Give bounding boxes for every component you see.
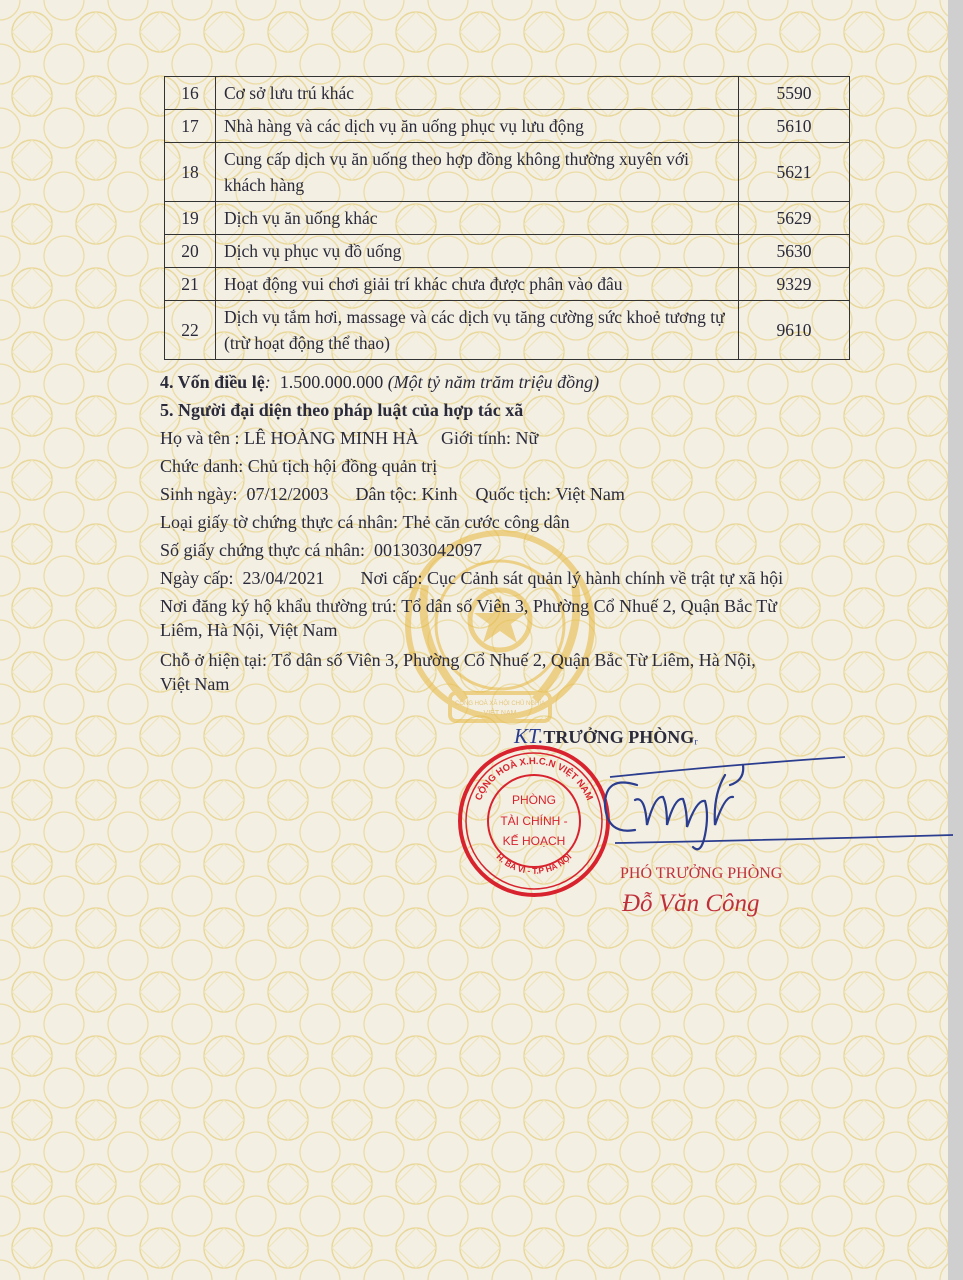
table-row [165, 301, 850, 360]
representative-heading: 5. Người đại diện theo pháp luật của hợp tác xã [160, 400, 524, 420]
position-label: Chức danh: [160, 456, 244, 476]
table-row [165, 110, 850, 143]
current-address-line-1 [160, 646, 756, 674]
issue-line [160, 564, 783, 592]
table-row [165, 77, 850, 110]
table-row [165, 235, 850, 268]
row-number: 20 [165, 235, 216, 268]
business-line-name: Cung cấp dịch vụ ăn uống theo hợp đồng không thường xuyên với khách hàng [216, 143, 739, 202]
row-number: 16 [165, 77, 216, 110]
row-number: 21 [165, 268, 216, 301]
business-line-name: Dịch vụ phục vụ đồ uống [216, 235, 739, 268]
signer-name: Đỗ Văn Công [622, 890, 760, 917]
seal-ring-text-bottom: H. BA VÌ - T.P HÀ NỘI [494, 851, 574, 876]
issue-date-value: 23/04/2021 [242, 568, 325, 588]
nationality-value: Việt Nam [555, 484, 625, 504]
business-line-name: Dịch vụ ăn uống khác [216, 202, 739, 235]
deputy-title: PHÓ TRƯỞNG PHÒNG [620, 865, 783, 882]
signature-title-text: TRƯỞNG PHÒNG [543, 727, 695, 747]
business-line-code: 5629 [739, 202, 850, 235]
id-type-label: Loại giấy tờ chứng thực cá nhân: [160, 512, 398, 532]
business-line-code: 9329 [739, 268, 850, 301]
issue-place-label: Nơi cấp: [360, 568, 423, 588]
dob-label: Sinh ngày: [160, 484, 238, 504]
charter-capital-in-words: (Một tỷ năm trăm triệu đồng) [387, 372, 600, 392]
row-number: 18 [165, 143, 216, 202]
residence-label: Nơi đăng ký hộ khẩu thường trú: [160, 596, 397, 616]
business-line-name: Hoạt động vui chơi giải trí khác chưa được phân vào đâu [216, 268, 739, 301]
charter-capital-amount: 1.500.000.000 [279, 372, 384, 392]
charter-capital-line [160, 368, 599, 396]
business-line-code: 9610 [739, 301, 850, 360]
row-number: 22 [165, 301, 216, 360]
current-address-value-2: Việt Nam [160, 674, 230, 694]
dob-value: 07/12/2003 [246, 484, 329, 504]
current-address-value-1: Tổ dân số Viên 3, Phường Cổ Nhuế 2, Quận Bắc Từ Liêm, Hà Nội, [271, 650, 756, 670]
emblem-ribbon-text-top: CỘNG HOÀ XÃ HỘI CHỦ NGHĨA [454, 701, 546, 707]
id-type-line [160, 508, 570, 536]
nationality-label: Quốc tịch: [475, 484, 551, 504]
handwritten-signature [575, 755, 955, 865]
row-number: 19 [165, 202, 216, 235]
business-line-code: 5590 [739, 77, 850, 110]
table-row [165, 202, 850, 235]
birth-line [160, 480, 625, 508]
business-line-name: Nhà hàng và các dịch vụ ăn uống phục vụ lưu động [216, 110, 739, 143]
id-type-value: Thẻ căn cước công dân [402, 512, 570, 532]
name-line [160, 424, 538, 452]
business-line-code: 5610 [739, 110, 850, 143]
seal-line-1: PHÒNG [511, 793, 557, 807]
name-label: Họ và tên : [160, 428, 240, 448]
gender-label: Giới tính: [440, 428, 511, 448]
current-address-label: Chỗ ở hiện tại: [160, 650, 268, 670]
ethnicity-label: Dân tộc: [355, 484, 418, 504]
residence-value-1: Tổ dân số Viên 3, Phường Cổ Nhuế 2, Quận Bắc Từ [401, 596, 778, 616]
table-row [165, 143, 850, 202]
seal-line-2: TÀI CHÍNH - [500, 814, 568, 828]
table-row [165, 268, 850, 301]
position-value: Chủ tịch hội đồng quản trị [247, 456, 438, 476]
seal-ring-text-top: CỘNG HOÀ X.H.C.N VIỆT NAM [473, 755, 595, 803]
seal-line-3: KẾ HOẠCH [502, 834, 566, 848]
id-number-line [160, 536, 482, 564]
business-line-name: Cơ sở lưu trú khác [216, 77, 739, 110]
id-number-value: 001303042097 [373, 540, 482, 560]
issue-place-value: Cục Cảnh sát quản lý hành chính về trật tự xã hội [426, 568, 784, 588]
business-line-code: 5630 [739, 235, 850, 268]
name-value: LÊ HOÀNG MINH HÀ [243, 428, 419, 448]
signature-kt: KT. [514, 724, 544, 748]
ethnicity-value: Kinh [421, 484, 458, 504]
signature-mark: ᵣ [694, 730, 698, 747]
emblem-ribbon-text-bottom: VIỆT NAM [483, 710, 517, 717]
business-line-code: 5621 [739, 143, 850, 202]
row-number: 17 [165, 110, 216, 143]
position-line [160, 452, 437, 480]
residence-value-2: Liêm, Hà Nội, Việt Nam [160, 620, 338, 640]
business-lines-table [164, 76, 850, 360]
charter-capital-colon: : [264, 372, 271, 392]
business-line-name: Dịch vụ tắm hơi, massage và các dịch vụ tăng cường sức khoẻ tương tự (trừ hoạt động thể thao) [216, 301, 739, 360]
issue-date-label: Ngày cấp: [160, 568, 234, 588]
id-number-label: Số giấy chứng thực cá nhân: [160, 540, 365, 560]
gender-value: Nữ [515, 428, 539, 448]
charter-capital-label: 4. Vốn điều lệ [160, 372, 265, 392]
